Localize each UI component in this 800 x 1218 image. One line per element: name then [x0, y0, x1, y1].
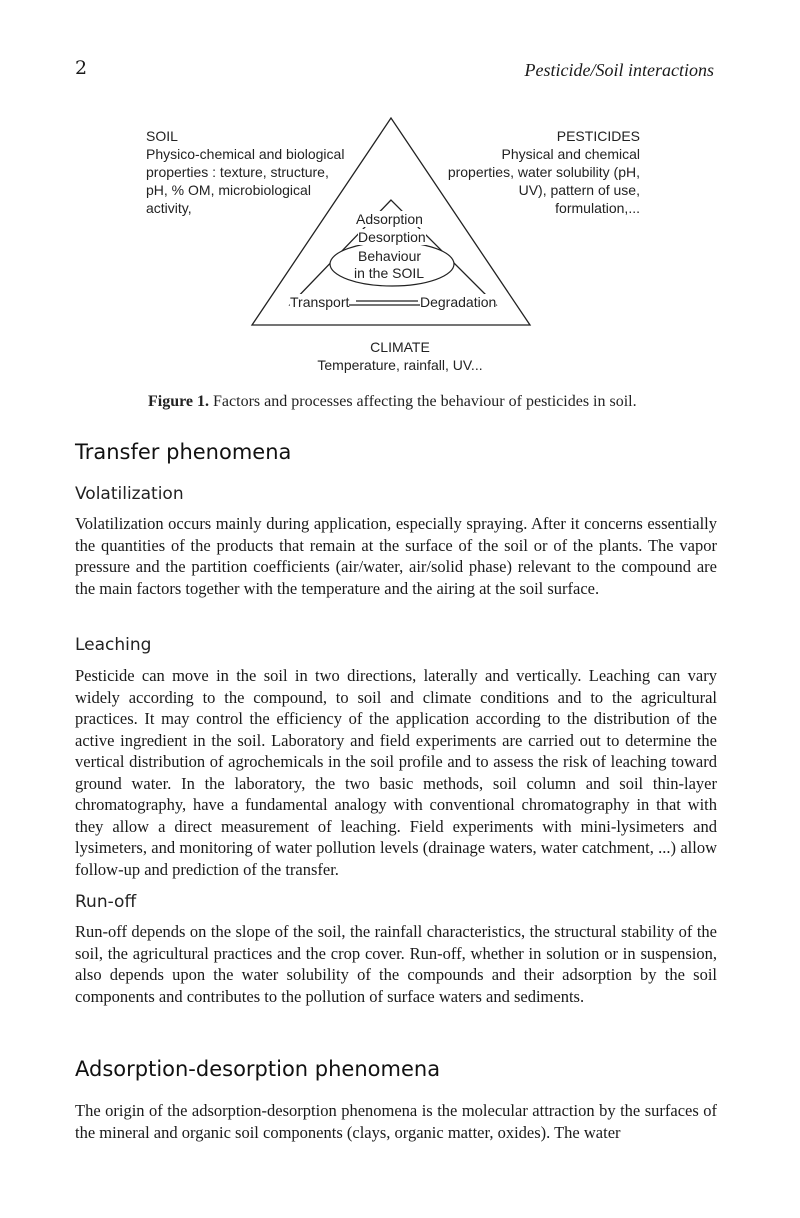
- pesticides-line: Physical and chemical: [501, 146, 640, 162]
- soil-title: SOIL: [146, 128, 178, 144]
- pesticides-line: properties, water solubility (pH,: [447, 164, 640, 180]
- degradation-label: Degradation: [420, 294, 497, 310]
- subheading-volatilization: Volatilization: [75, 484, 184, 504]
- caption-text: Factors and processes affecting the behaviour of pesticides in soil.: [213, 393, 637, 410]
- soil-line: pH, % OM, microbiological: [146, 182, 311, 198]
- adsorption-label: Adsorption: [356, 211, 423, 227]
- soil-line: activity,: [146, 200, 192, 216]
- behaviour-label: Behaviour: [358, 248, 422, 264]
- subheading-leaching: Leaching: [75, 635, 152, 655]
- transport-label: Transport: [290, 294, 350, 310]
- climate-block: [300, 338, 500, 374]
- caption-label: Figure 1.: [148, 393, 210, 410]
- paragraph-runoff: Run-off depends on the slope of the soil, the rainfall characteristics, the structural stability of the soil, the agricultural practices and the crop cover. Run-off, whether in solution or in suspension, also depends upon the water solubility of the compounds and their adsorption by the soil components and contributes to the pollution of surface waters and sediments.: [75, 922, 717, 1006]
- soil-line: Physico-chemical and biological: [146, 146, 345, 162]
- figure-caption: [148, 393, 637, 411]
- paragraph-adsorption: The origin of the adsorption-desorption phenomena is the molecular attraction by the surfaces of the mineral and organic soil components (clays, organic matter, oxides). The water: [75, 1101, 717, 1142]
- section-heading-transfer: Transfer phenomena: [75, 440, 292, 464]
- pesticides-factors-block: [448, 127, 640, 217]
- soil-line: properties : texture, structure,: [146, 164, 329, 180]
- pesticides-line: formulation,...: [555, 200, 640, 216]
- pesticides-title: PESTICIDES: [556, 128, 640, 144]
- paragraph-leaching: Pesticide can move in the soil in two directions, laterally and vertically. Leaching can vary widely according to the compound, to soil and climate conditions and to the agricultural practices. It may control the efficiency of the application according to the distribution of the active ingredient in the soil. Laboratory and field experiments are carried out to determine the vertical distribution of agrochemicals in the soil profile and to assess the risk of leaching toward ground water. In the laboratory, the two basic methods, soil column and soil thin-layer chromatography, have a fundamental analogy with conventional chromatography in that with they allow a direct measurement of leaching. Field experiments with mini-lysimeters and lysimeters, and monitoring of water pollution levels (drainage waters, water catchment, ...) allow follow-up and prediction of the transfer.: [75, 666, 717, 879]
- subheading-runoff: Run-off: [75, 892, 137, 912]
- climate-line: Temperature, rainfall, UV...: [317, 357, 483, 373]
- paragraph-volatilization: Volatilization occurs mainly during application, especially spraying. After it concerns essentially the quantities of the products that remain at the surface of the soil or of the plants. The vapor pressure and the partition coefficients (air/water, air/solid phase) relevant to the compound are the main factors together with the temperature and the airing at the soil surface.: [75, 514, 717, 598]
- page-number: 2: [75, 57, 88, 79]
- figure-1: [0, 0, 800, 420]
- in-the-soil-label: in the SOIL: [354, 265, 425, 281]
- pesticides-line: UV), pattern of use,: [518, 182, 640, 198]
- soil-factors-block: [146, 127, 376, 217]
- desorption-label: Desorption: [358, 229, 426, 245]
- running-title: Pesticide/Soil interactions: [524, 60, 714, 80]
- climate-title: CLIMATE: [370, 339, 430, 355]
- section-heading-adsorption: Adsorption-desorption phenomena: [75, 1057, 441, 1081]
